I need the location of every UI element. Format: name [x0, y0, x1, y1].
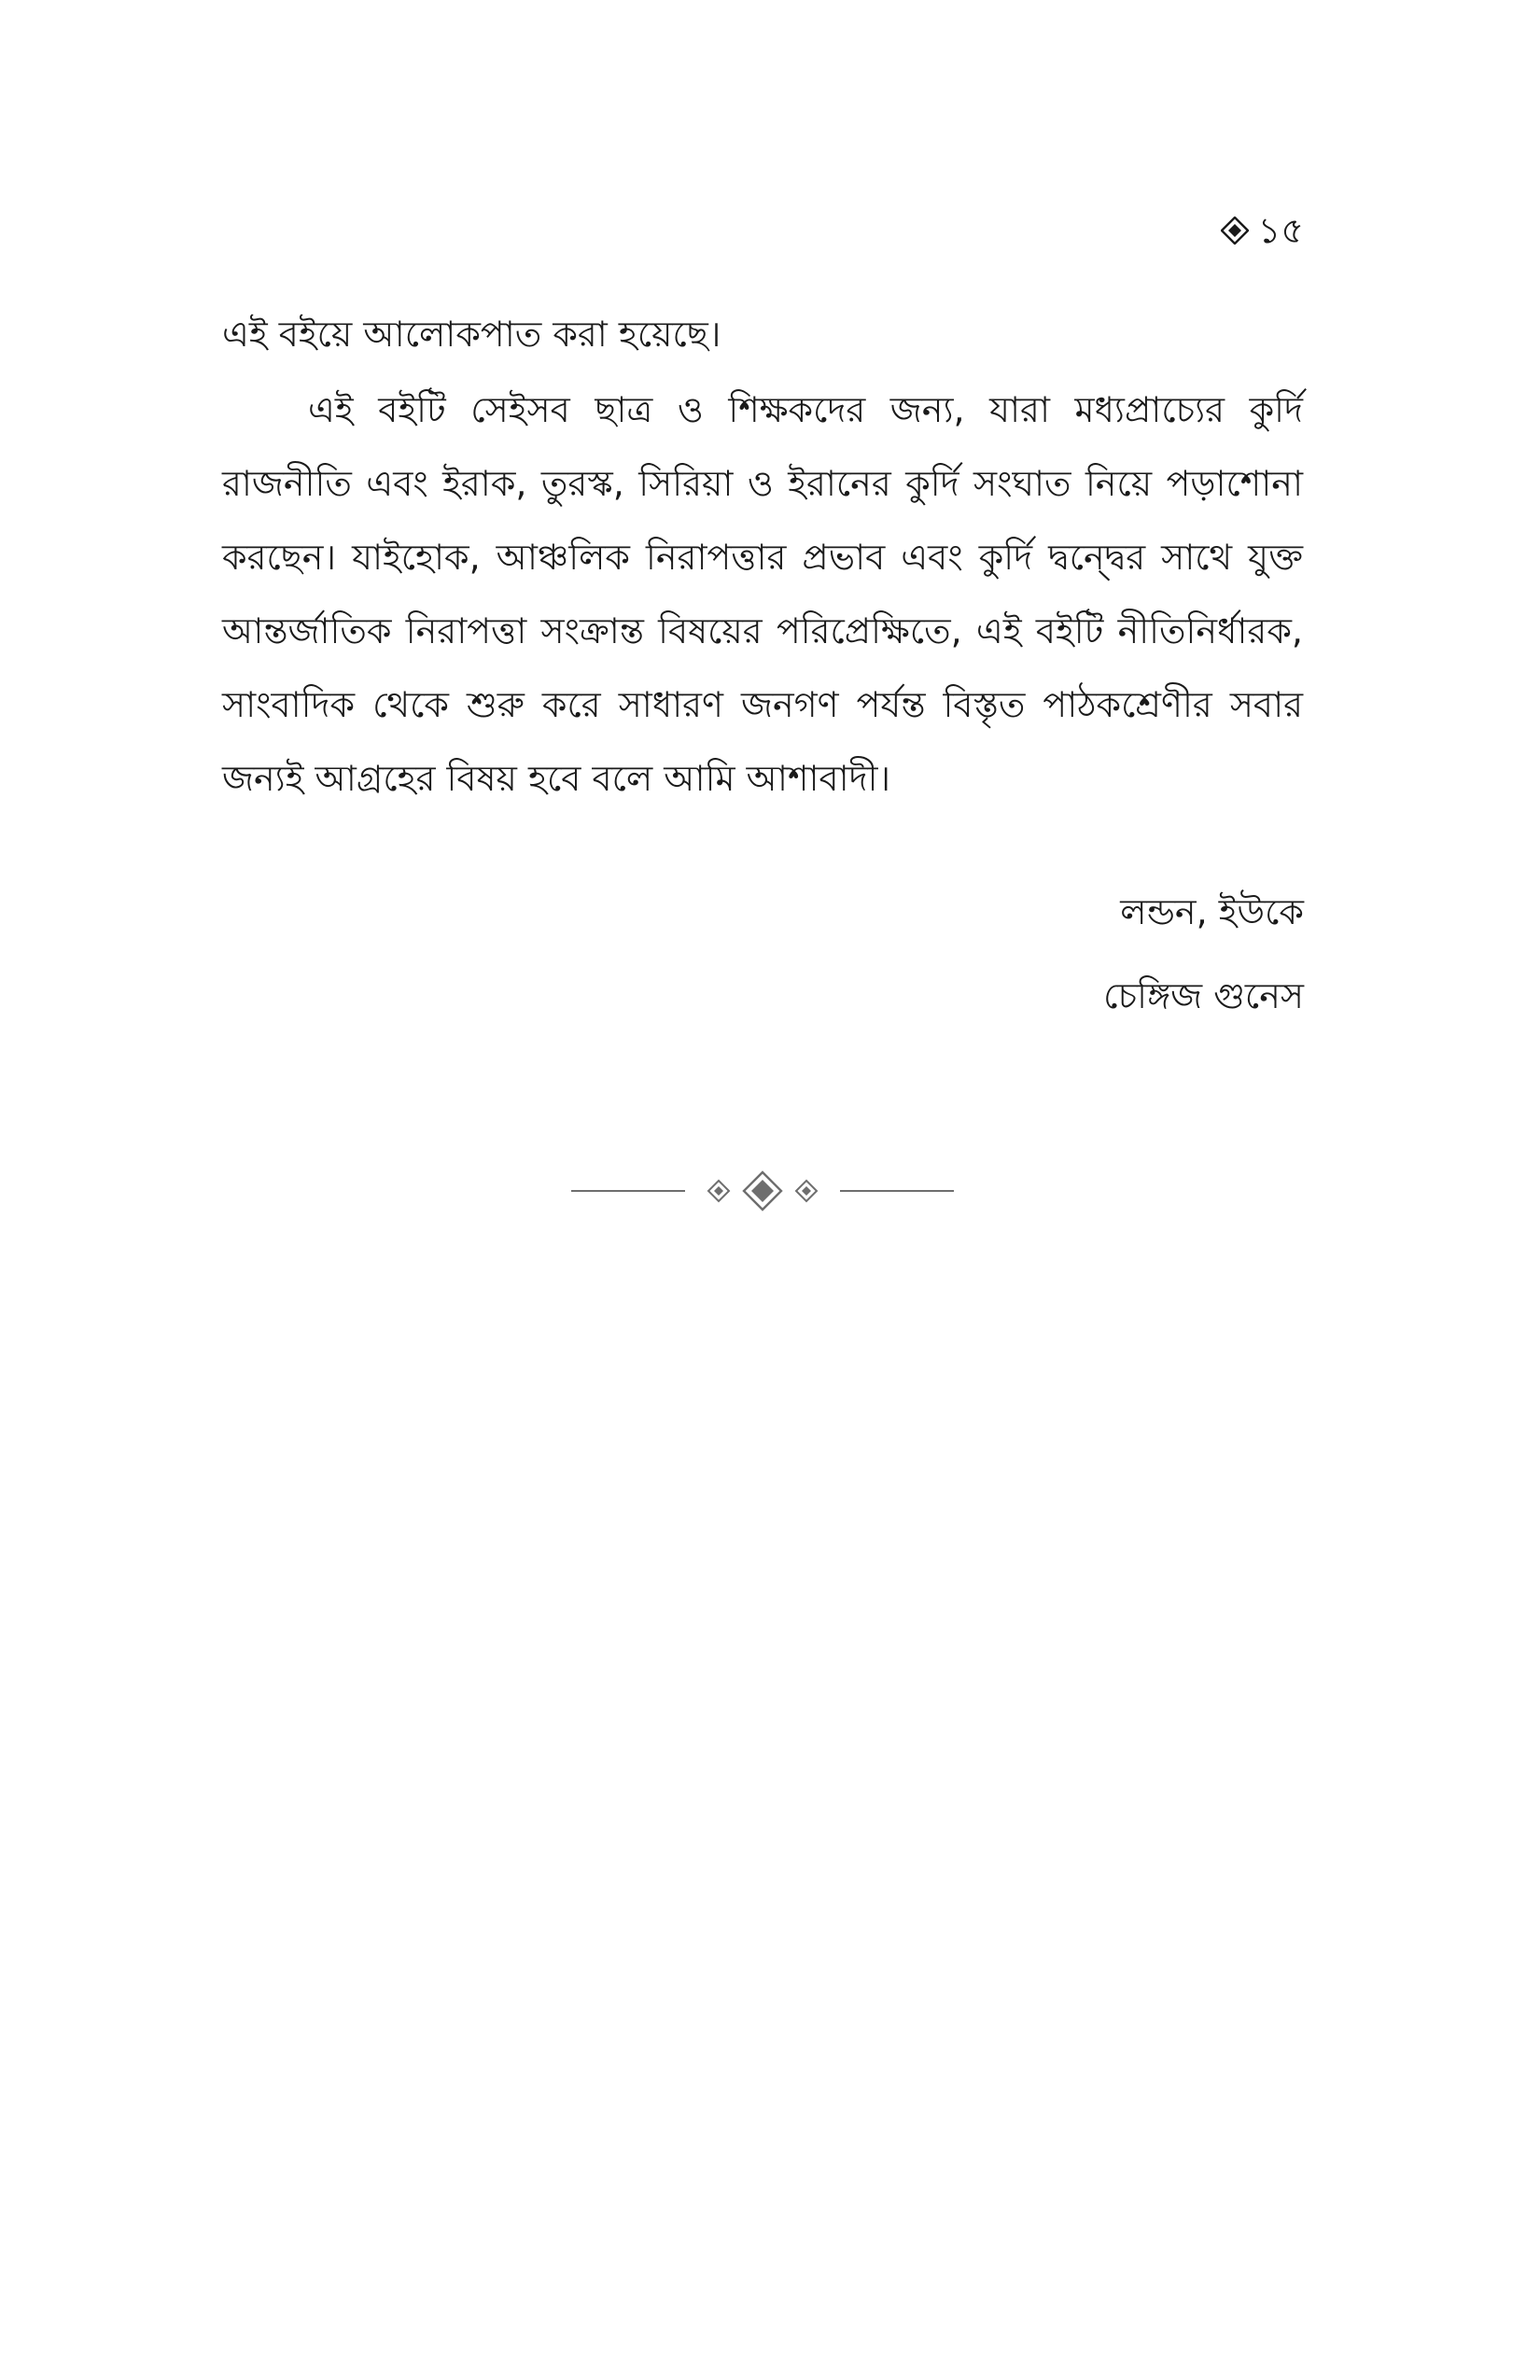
section-end-ornament-icon: [571, 1169, 954, 1215]
signoff-block: [1103, 870, 1304, 1038]
signoff-place: লন্ডন, ইউকে: [1120, 891, 1304, 932]
page-number-header: [1221, 210, 1304, 251]
paragraph: এই বইটি সেইসব ছাত্র ও শিক্ষকদের জন্য, যারা মধ্যপ্রাচ্যের কুর্দি রাজনীতি এবং ইরাক, তুরস্ক, সিরিয়া ও ইরানের কুর্দি সংঘাত নিয়ে পড়াশোনা করছেন। যাইহোক, আঞ্চলিক নিরাপত্তার প্রভাব এবং কুর্দি দ্বন্দ্বের সাথে যুক্ত আন্তর্জাতিক নিরাপত্তা সংক্রান্ত বিষয়ের পরিপ্রেক্ষিতে, এই বইটি নীতিনির্ধারক, সাংবাদিক থেকে শুরু করে সাধারণ জনগণ পর্যন্ত বিস্তৃত পাঠকশ্রেণীর সবার জন্যই আগ্রহের বিষয় হবে বলে আমি আশাবাদী।: [222, 389, 1303, 799]
page-number: ১৫: [1257, 210, 1304, 251]
small-diamond-right-icon: [796, 1181, 817, 1201]
continued-line: এই বইয়ে আলোকপাত করা হয়েছে।: [222, 314, 721, 355]
body-text: [222, 297, 1303, 816]
diamond-ornament-icon: [1221, 217, 1249, 245]
small-diamond-left-icon: [708, 1181, 729, 1201]
large-diamond-center-icon: [744, 1172, 781, 1210]
signoff-author: চেঙ্গিজ গুনেস: [1103, 975, 1304, 1016]
